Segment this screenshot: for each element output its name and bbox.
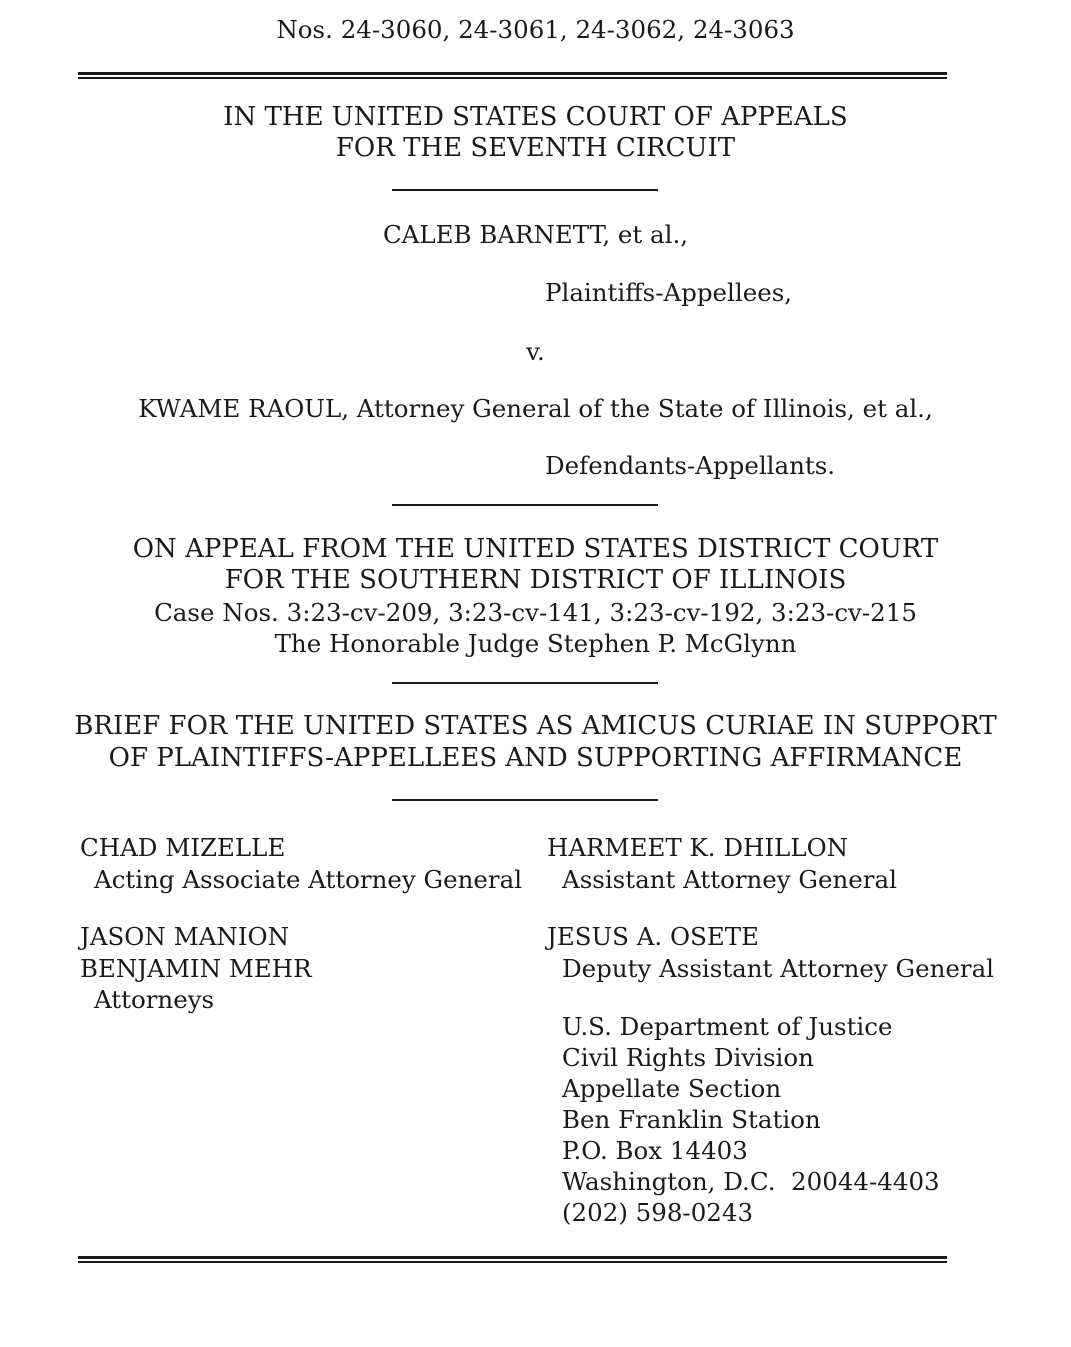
top-double-rule bbox=[78, 72, 947, 79]
address-line: Washington, D.C. 20044-4403 bbox=[562, 1167, 940, 1196]
section-divider bbox=[392, 799, 658, 801]
address-line: Ben Franklin Station bbox=[562, 1105, 821, 1134]
counsel-title: Acting Associate Attorney General bbox=[94, 865, 523, 894]
appeal-line2: FOR THE SOUTHERN DISTRICT OF ILLINOIS bbox=[224, 565, 847, 595]
appeal-line1: ON APPEAL FROM THE UNITED STATES DISTRICT COURT bbox=[132, 534, 939, 564]
counsel-name: HARMEET K. DHILLON bbox=[547, 833, 849, 862]
defendant-name: KWAME RAOUL, Attorney General of the State of Illinois, et al., bbox=[138, 394, 933, 423]
judge-name: The Honorable Judge Stephen P. McGlynn bbox=[274, 629, 797, 658]
versus: v. bbox=[526, 337, 545, 366]
court-name-line2: FOR THE SEVENTH CIRCUIT bbox=[335, 133, 736, 163]
phone-number: (202) 598-0243 bbox=[562, 1198, 754, 1227]
counsel-title: Attorneys bbox=[94, 985, 215, 1014]
address-line: U.S. Department of Justice bbox=[562, 1012, 893, 1041]
counsel-name: JASON MANION bbox=[80, 922, 290, 951]
court-name-line1: IN THE UNITED STATES COURT OF APPEALS bbox=[223, 102, 848, 132]
counsel-title: Assistant Attorney General bbox=[562, 865, 897, 894]
plaintiff-name: CALEB BARNETT, et al., bbox=[382, 220, 689, 249]
section-divider bbox=[392, 189, 658, 191]
address-line: Appellate Section bbox=[562, 1074, 782, 1103]
counsel-name: BENJAMIN MEHR bbox=[80, 954, 312, 983]
bottom-double-rule bbox=[78, 1256, 947, 1263]
section-divider bbox=[392, 504, 658, 506]
defendant-role: Defendants-Appellants. bbox=[545, 451, 836, 480]
counsel-name: JESUS A. OSETE bbox=[547, 922, 759, 951]
brief-title-line2: OF PLAINTIFFS-APPELLEES AND SUPPORTING AFFIRMANCE bbox=[108, 743, 963, 773]
address-line: P.O. Box 14403 bbox=[562, 1136, 748, 1165]
counsel-name: CHAD MIZELLE bbox=[80, 833, 286, 862]
address-line: Civil Rights Division bbox=[562, 1043, 814, 1072]
plaintiff-role: Plaintiffs-Appellees, bbox=[545, 278, 793, 307]
counsel-title: Deputy Assistant Attorney General bbox=[562, 954, 995, 983]
case-numbers: Case Nos. 3:23-cv-209, 3:23-cv-141, 3:23-cv-192, 3:23-cv-215 bbox=[154, 598, 917, 627]
section-divider bbox=[392, 682, 658, 684]
docket-numbers: Nos. 24-3060, 24-3061, 24-3062, 24-3063 bbox=[276, 15, 795, 44]
brief-title-line1: BRIEF FOR THE UNITED STATES AS AMICUS CURIAE IN SUPPORT bbox=[74, 711, 997, 741]
